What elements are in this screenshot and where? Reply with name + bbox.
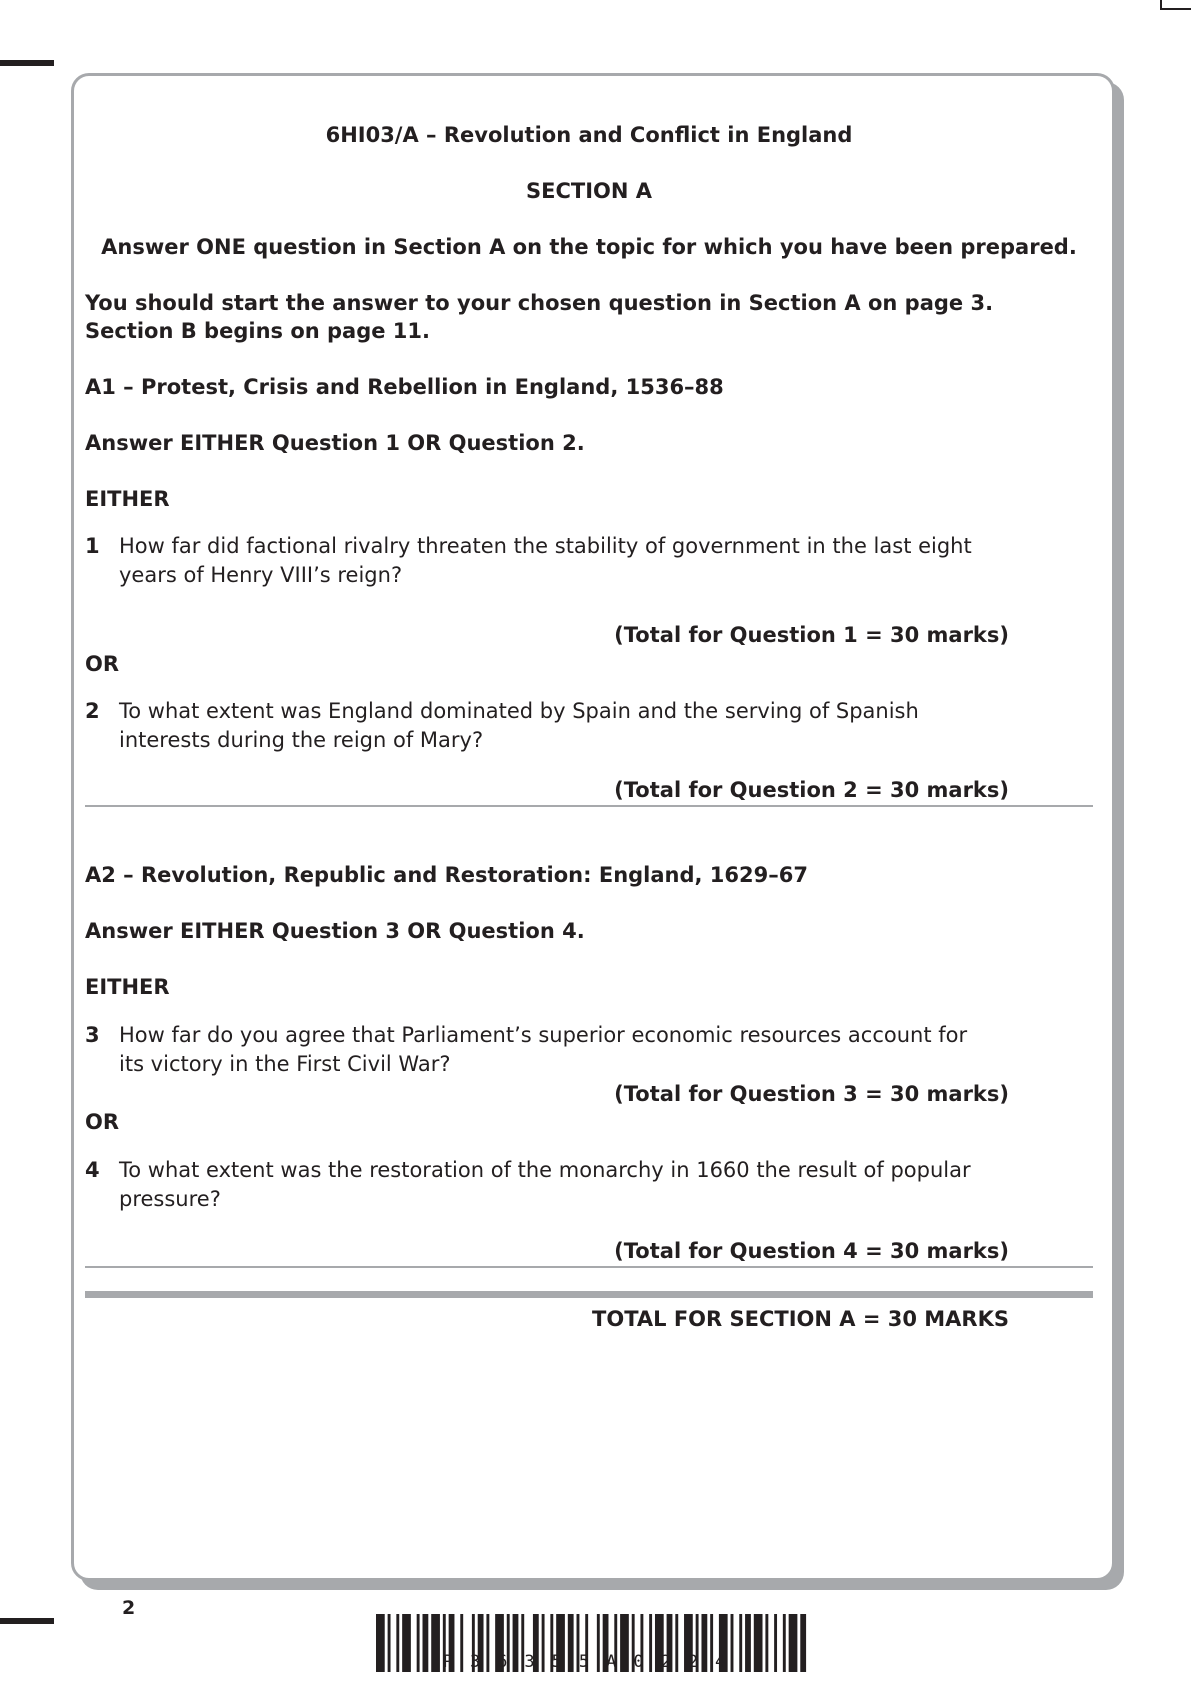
topic-a2-title: A2 – Revolution, Republic and Restoration: England, 1629–67	[85, 863, 808, 887]
topic-a1-answer-instruction: Answer EITHER Question 1 OR Question 2.	[85, 431, 585, 455]
topic-a2-or-label: OR	[85, 1110, 120, 1134]
topic-a2-either-label: EITHER	[85, 975, 170, 999]
topic-a1-title: A1 – Protest, Crisis and Rebellion in England, 1536–88	[85, 375, 724, 399]
question-4-text: To what extent was the restoration of the monarchy in 1660 the result of popular pressure?	[119, 1158, 971, 1211]
section-instruction: Answer ONE question in Section A on the topic for which you have been prepared.	[101, 235, 1077, 259]
question-2-text: To what extent was England dominated by Spain and the serving of Spanish interests during the reign of Mary?	[119, 699, 919, 752]
question-2-number: 2	[85, 699, 100, 723]
topic-a2-answer-instruction: Answer EITHER Question 3 OR Question 4.	[85, 919, 585, 943]
section-total: TOTAL FOR SECTION A = 30 MARKS	[592, 1307, 1009, 1331]
question-3-number: 3	[85, 1023, 100, 1047]
section-divider	[85, 1291, 1093, 1298]
crop-mark-horizontal	[1160, 8, 1191, 10]
paper-title: 6HI03/A – Revolution and Conflict in England	[325, 123, 853, 147]
question-4-divider	[85, 1266, 1093, 1268]
question-4-marks: (Total for Question 4 = 30 marks)	[614, 1239, 1009, 1263]
margin-mark-top	[0, 60, 54, 66]
question-3-text: How far do you agree that Parliament’s superior economic resources account for its victory in the First Civil War?	[119, 1023, 968, 1076]
page-number: 2	[122, 1597, 136, 1619]
question-4-number: 4	[85, 1158, 100, 1182]
topic-a1-or-label: OR	[85, 652, 120, 676]
question-3-marks: (Total for Question 3 = 30 marks)	[614, 1082, 1009, 1106]
start-note-line2: Section B begins on page 11.	[85, 319, 431, 343]
section-title: SECTION A	[525, 179, 652, 203]
question-1-text: How far did factional rivalry threaten the stability of government in the last eight years of Henry VIII’s reign?	[119, 534, 972, 587]
question-1-number: 1	[85, 534, 100, 558]
question-1-marks: (Total for Question 1 = 30 marks)	[614, 623, 1009, 647]
topic-a1-either-label: EITHER	[85, 487, 170, 511]
question-2-marks: (Total for Question 2 = 30 marks)	[614, 778, 1009, 802]
topic-divider	[85, 805, 1093, 807]
margin-mark-bottom	[0, 1618, 54, 1624]
start-note-line1: You should start the answer to your chosen question in Section A on page 3.	[85, 291, 994, 315]
barcode-text: P36355A0224	[442, 1652, 743, 1672]
